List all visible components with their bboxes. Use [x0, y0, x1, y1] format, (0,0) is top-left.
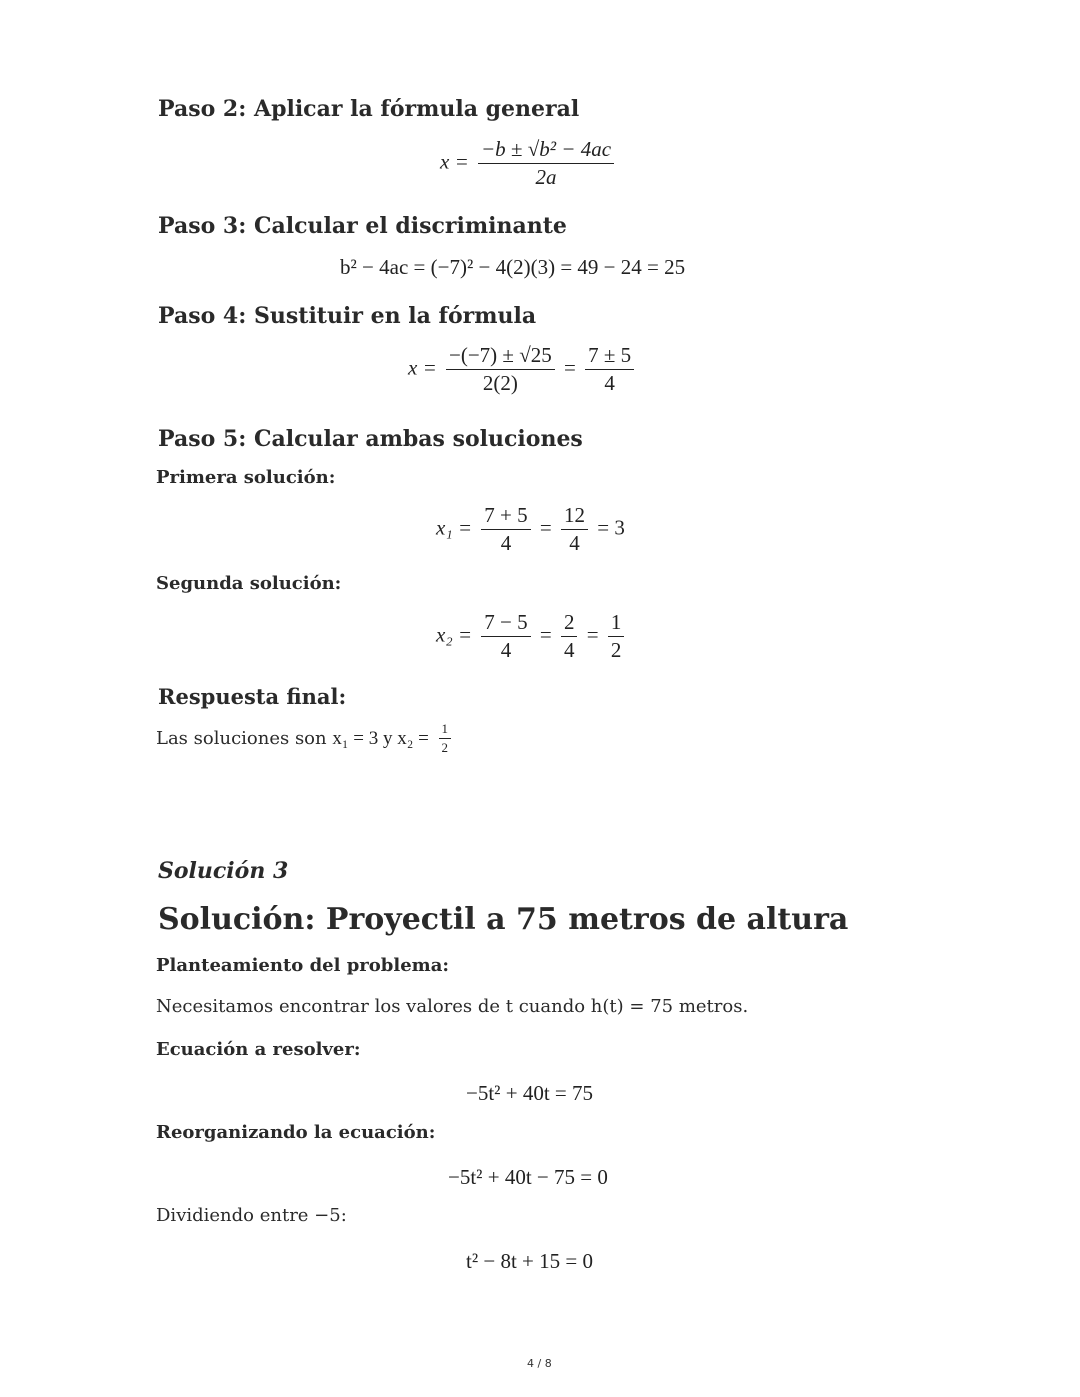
x1-denominator-2: 4 — [569, 531, 580, 556]
x1-numerator-1: 7 + 5 — [481, 504, 530, 530]
equals-sign: = — [586, 622, 599, 647]
page-number: 4 / 8 — [527, 1357, 552, 1370]
final-answer-prefix: Las soluciones son — [156, 727, 327, 749]
x2-denominator-1: 4 — [500, 638, 512, 663]
step5-heading: Paso 5: Calcular ambas soluciones — [158, 426, 583, 452]
substitution-fraction-1 — [446, 344, 555, 395]
divided-equation: t² − 8t + 15 = 0 — [466, 1249, 593, 1273]
x1-numerator-2: 12 — [561, 504, 588, 530]
substitution-numerator-1: −(−7) ± √25 — [446, 344, 555, 370]
final-answer-fraction — [439, 722, 452, 756]
x1-fraction-1 — [481, 504, 530, 555]
general-formula-denominator: 2a — [535, 165, 557, 190]
equation: −5t² + 40t = 75 — [466, 1081, 593, 1105]
equals-sign: = — [539, 515, 552, 540]
substitution-fraction-2 — [585, 344, 634, 395]
x2-fraction-3 — [608, 611, 625, 662]
x2-lhs: x₂ = — [436, 622, 473, 647]
first-solution-label: Primera solución: — [156, 467, 336, 488]
x1-fraction-2 — [561, 504, 588, 555]
setup-text: Necesitamos encontrar los valores de t cuando h(t) = 75 metros. — [156, 996, 749, 1017]
general-formula-numerator: −b ± √b² − 4ac — [478, 138, 614, 164]
step2-heading: Paso 2: Aplicar la fórmula general — [158, 96, 580, 122]
second-solution-label: Segunda solución: — [156, 573, 342, 594]
general-formula-fraction — [478, 138, 614, 189]
step4-heading: Paso 4: Sustituir en la fórmula — [158, 303, 537, 329]
x1-formula — [436, 504, 625, 555]
final-answer-heading: Respuesta final: — [158, 684, 347, 709]
substitution-denominator-1: 2(2) — [482, 371, 518, 396]
final-answer-fraction-numerator: 1 — [439, 722, 452, 739]
step3-heading: Paso 3: Calcular el discriminante — [158, 213, 567, 239]
x2-denominator-3: 2 — [610, 638, 622, 663]
solution3-title: Solución: Proyectil a 75 metros de altura — [158, 902, 849, 937]
substitution-numerator-2: 7 ± 5 — [585, 344, 634, 370]
general-formula-lhs: x = — [440, 149, 469, 174]
x2-numerator-2: 2 — [561, 611, 578, 637]
equation-label: Ecuación a resolver: — [156, 1039, 361, 1060]
reorganize-label: Reorganizando la ecuación: — [156, 1122, 436, 1143]
final-answer-text — [156, 722, 455, 756]
x2-fraction-2 — [561, 611, 578, 662]
divide-label: Dividiendo entre −5: — [156, 1205, 347, 1226]
substitution-denominator-2: 4 — [604, 371, 615, 396]
equals-sign: = — [563, 355, 576, 380]
x2-denominator-2: 4 — [563, 638, 575, 663]
equals-sign: = — [539, 622, 552, 647]
x1-result: = 3 — [597, 515, 625, 540]
solution3-subtitle: Solución 3 — [158, 858, 289, 884]
x1-denominator-1: 4 — [500, 531, 512, 556]
x2-numerator-3: 1 — [608, 611, 625, 637]
final-answer-fraction-denominator: 2 — [441, 740, 449, 756]
setup-label: Planteamiento del problema: — [156, 955, 450, 976]
substitution-lhs: x = — [408, 355, 437, 380]
substitution-formula — [408, 344, 638, 395]
discriminant-formula: b² − 4ac = (−7)² − 4(2)(3) = 49 − 24 = 25 — [340, 255, 686, 279]
x2-formula — [436, 611, 628, 662]
x1-lhs: x₁ = — [436, 515, 473, 540]
final-answer-math: x₁ = 3 y x₂ = — [332, 727, 429, 749]
reorganized-equation: −5t² + 40t − 75 = 0 — [448, 1165, 608, 1189]
general-formula — [440, 138, 618, 189]
x2-fraction-1 — [481, 611, 530, 662]
x2-numerator-1: 7 − 5 — [481, 611, 530, 637]
